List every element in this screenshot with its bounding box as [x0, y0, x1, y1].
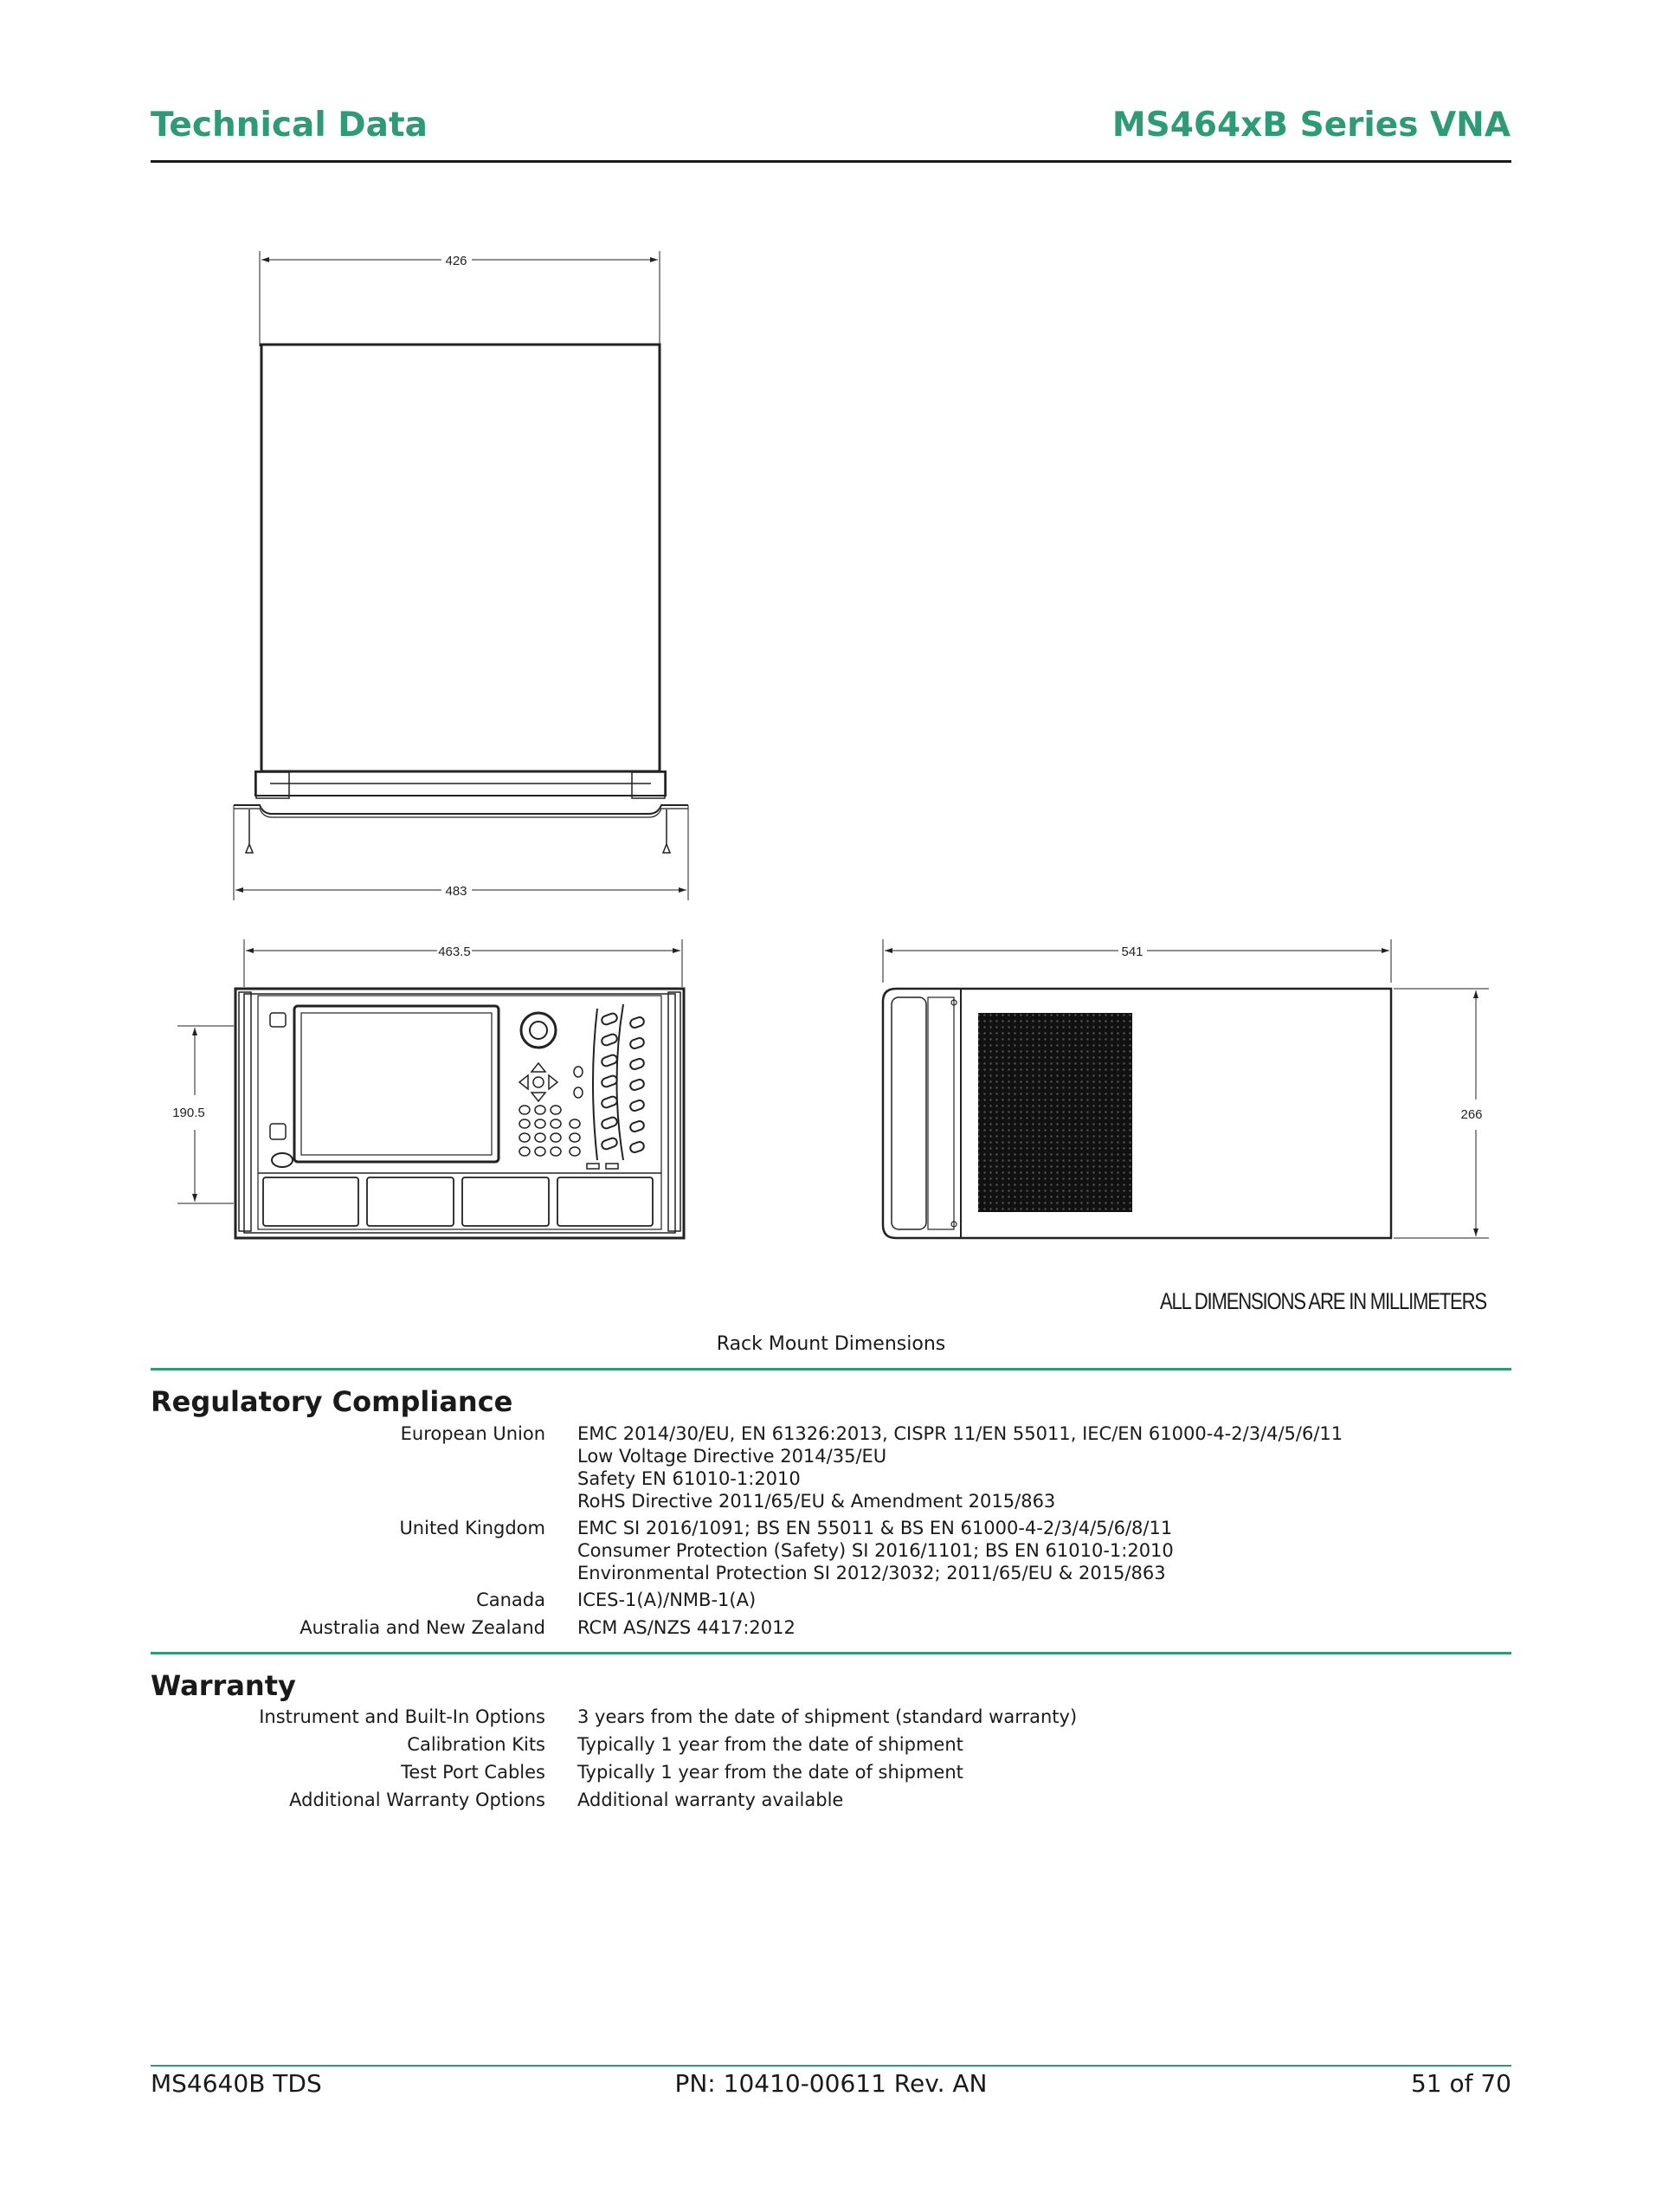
dim-front-height: 190.5 — [172, 1106, 205, 1120]
regulatory-value: Low Voltage Directive 2014/35/EU — [577, 1446, 887, 1467]
warranty-label: Instrument and Built-In Options — [259, 1706, 545, 1727]
regulatory-value: EMC SI 2016/1091; BS EN 55011 & BS EN 61000-4-2/3/4/5/6/8/11 — [577, 1518, 1173, 1538]
regulatory-label: Australia and New Zealand — [300, 1617, 545, 1638]
regulatory-values — [577, 1422, 1343, 1512]
footer-part-number: PN: 10410-00611 Rev. AN — [674, 2069, 988, 2098]
dim-top-base: 483 — [445, 884, 467, 899]
warranty-title: Warranty — [151, 1669, 296, 1702]
warranty-divider — [151, 1652, 1511, 1654]
dim-side-height: 266 — [1460, 1107, 1483, 1122]
regulatory-value: RCM AS/NZS 4417:2012 — [577, 1617, 796, 1638]
warranty-value: Additional warranty available — [577, 1790, 844, 1810]
dimensions-unit-note: ALL DIMENSIONS ARE IN MILLIMETERS — [1160, 1288, 1486, 1314]
regulatory-value: EMC 2014/30/EU, EN 61326:2013, CISPR 11/EN 55011, IEC/EN 61000-4-2/3/4/5/6/11 — [577, 1423, 1343, 1444]
front-view — [177, 939, 684, 1238]
regulatory-value: Environmental Protection SI 2012/3032; 2011/65/EU & 2015/863 — [577, 1563, 1166, 1583]
regulatory-values — [577, 1589, 756, 1611]
warranty-value: Typically 1 year from the date of shipment — [577, 1734, 963, 1755]
regulatory-value: RoHS Directive 2011/65/EU & Amendment 2015/863 — [577, 1491, 1056, 1512]
dim-top-width: 426 — [445, 254, 467, 268]
regulatory-label: United Kingdom — [399, 1518, 545, 1538]
regulatory-value: Consumer Protection (Safety) SI 2016/1101; BS EN 61010-1:2010 — [577, 1540, 1174, 1561]
regulatory-title: Regulatory Compliance — [151, 1385, 513, 1418]
dim-side-depth: 541 — [1121, 945, 1143, 959]
dim-front-width: 463.5 — [438, 945, 471, 959]
footer-page-number: 51 of 70 — [1410, 2069, 1511, 2098]
footer-doc-name: MS4640B TDS — [151, 2069, 322, 2098]
regulatory-value: ICES-1(A)/NMB-1(A) — [577, 1590, 757, 1610]
warranty-label: Additional Warranty Options — [289, 1790, 545, 1810]
footer-divider — [151, 2065, 1511, 2067]
top-view — [234, 251, 688, 900]
regulatory-label: European Union — [400, 1423, 545, 1444]
header-product-title: MS464xB Series VNA — [1111, 106, 1511, 145]
regulatory-values — [577, 1517, 1174, 1584]
warranty-label: Test Port Cables — [401, 1762, 545, 1783]
regulatory-value: Safety EN 61010-1:2010 — [577, 1468, 801, 1489]
header-section-title: Technical Data — [151, 106, 428, 145]
regulatory-values — [577, 1616, 796, 1639]
warranty-value: Typically 1 year from the date of shipment — [577, 1762, 963, 1783]
regulatory-label: Canada — [476, 1590, 545, 1610]
regulatory-divider — [151, 1368, 1511, 1370]
side-view — [883, 939, 1489, 1238]
warranty-value: 3 years from the date of shipment (standard warranty) — [577, 1706, 1078, 1727]
warranty-label: Calibration Kits — [407, 1734, 545, 1755]
figure-caption: Rack Mount Dimensions — [716, 1333, 946, 1355]
